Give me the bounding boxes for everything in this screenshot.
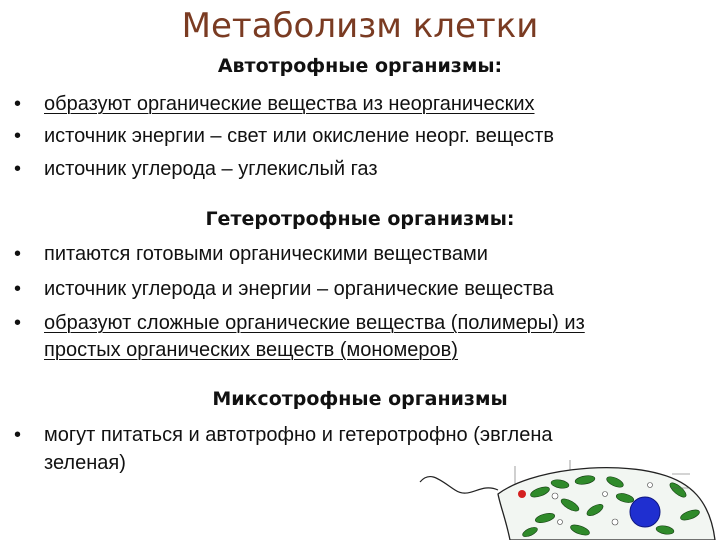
bullet-3: • [14, 158, 22, 180]
heterotroph-item-2: источник углерода и энергии – органические вещества [44, 278, 554, 300]
slide-title: Метаболизм клетки [181, 6, 539, 46]
autotroph-item-2: источник энергии – свет или окисление неорг. веществ [44, 125, 555, 147]
bullet-1: • [14, 93, 22, 115]
bullet-4: • [14, 243, 22, 265]
eyespot [518, 490, 526, 498]
nucleus [630, 497, 660, 527]
bullet-6: • [14, 312, 22, 334]
mixotroph-item-1: могут питаться и автотрофно и гетеротрофно (эвглена [44, 424, 553, 446]
heterotroph-item-3: образуют сложные органические вещества (полимеры) из [44, 312, 585, 334]
heading-mixotrophs: Миксотрофные организмы [212, 388, 508, 410]
mixotroph-item-1-cont: зеленая) [44, 452, 126, 474]
bullet-2: • [14, 125, 22, 147]
heading-heterotrophs: Гетеротрофные организмы: [205, 208, 515, 230]
bullet-7: • [14, 424, 22, 446]
autotroph-item-1: образуют органические вещества из неорганических [44, 93, 535, 115]
heterotroph-item-1: питаются готовыми органическими веществами [44, 243, 488, 265]
heterotroph-item-3-cont: простых органических веществ (мономеров) [44, 339, 458, 361]
euglena-illustration [410, 460, 720, 540]
heading-autotrophs: Автотрофные организмы: [217, 55, 503, 77]
bullet-5: • [14, 278, 22, 300]
autotroph-item-3: источник углерода – углекислый газ [44, 158, 378, 180]
